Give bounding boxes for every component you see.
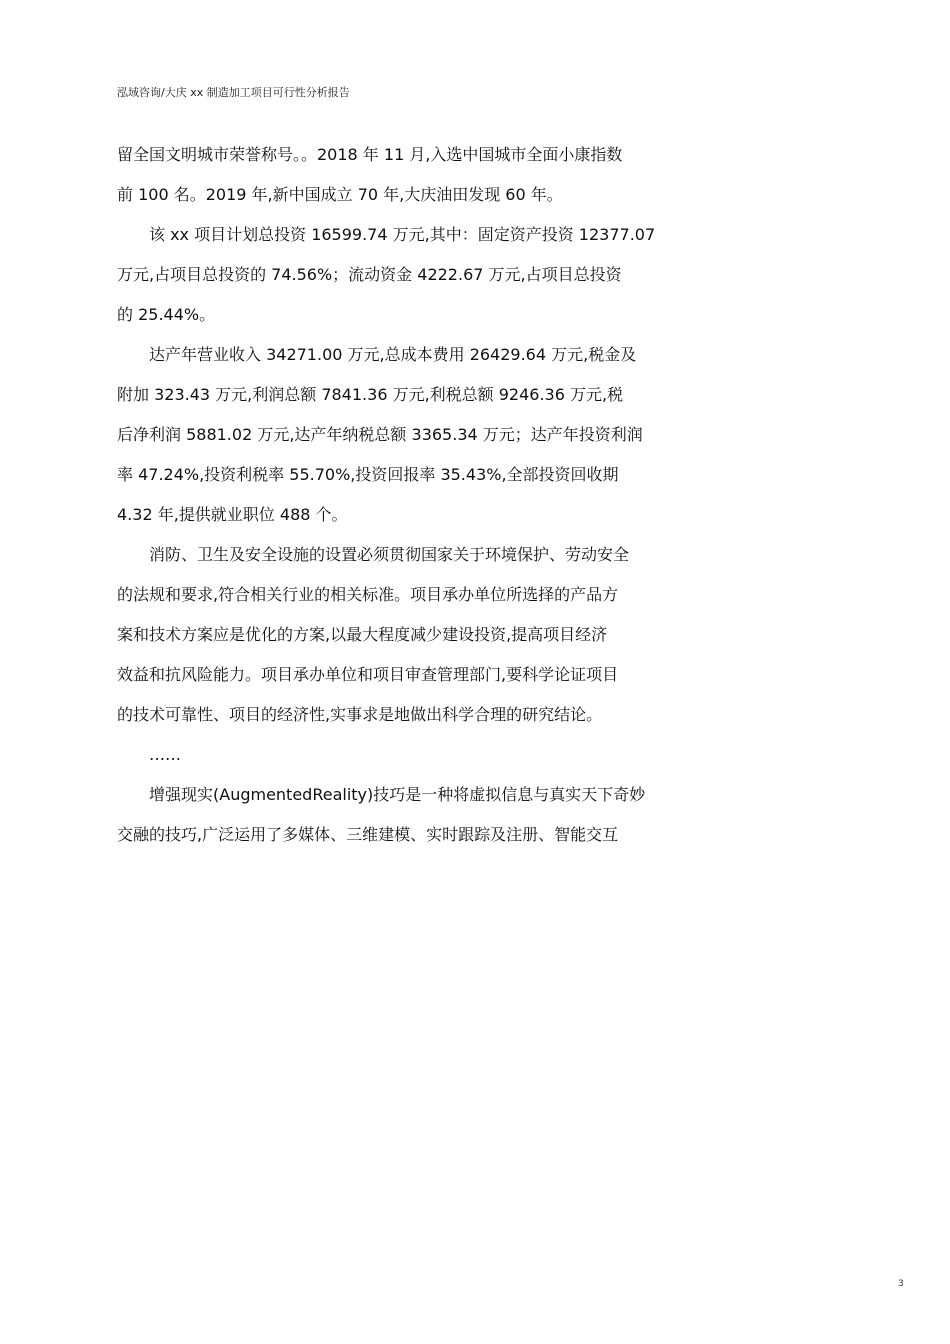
text-line: 4.32 年,提供就业职位 488 个。 <box>117 505 348 524</box>
text-line: 达产年营业收入 34271.00 万元,总成本费用 26429.64 万元,税金及 <box>149 345 637 364</box>
text-line: 的技术可靠性、项目的经济性,实事求是地做出科学合理的研究结论。 <box>117 705 603 724</box>
text-line: 留全国文明城市荣誉称号。。2018 年 11 月,入选中国城市全面小康指数 <box>117 145 623 164</box>
text-line: 交融的技巧,广泛运用了多媒体、三维建模、实时跟踪及注册、智能交互 <box>117 825 619 844</box>
ellipsis-line: …… <box>149 745 181 764</box>
text-line: 消防、卫生及安全设施的设置必须贯彻国家关于环境保护、劳动安全 <box>149 545 630 564</box>
running-header: 泓域咨询/大庆 xx 制造加工项目可行性分析报告 <box>117 86 350 99</box>
text-line: 案和技术方案应是优化的方案,以最大程度减少建设投资,提高项目经济 <box>117 625 608 644</box>
text-line: 附加 323.43 万元,利润总额 7841.36 万元,利税总额 9246.36 万元,税 <box>117 385 624 404</box>
text-line: 效益和抗风险能力。项目承办单位和项目审查管理部门,要科学论证项目 <box>117 665 619 684</box>
text-line: 万元,占项目总投资的 74.56%；流动资金 4222.67 万元,占项目总投资 <box>117 265 622 284</box>
text-line: 率 47.24%,投资利税率 55.70%,投资回报率 35.43%,全部投资回收期 <box>117 465 619 484</box>
page-number: 3 <box>898 1279 904 1289</box>
text-line: 的法规和要求,符合相关行业的相关标准。项目承办单位所选择的产品方 <box>117 585 619 604</box>
text-line: 后净利润 5881.02 万元,达产年纳税总额 3365.34 万元；达产年投资利润 <box>117 425 643 444</box>
text-line: 的 25.44%。 <box>117 305 216 324</box>
text-line: 该 xx 项目计划总投资 16599.74 万元,其中：固定资产投资 12377.07 <box>149 225 656 244</box>
text-line: 前 100 名。2019 年,新中国成立 70 年,大庆油田发现 60 年。 <box>117 185 563 204</box>
document-body <box>117 145 817 865</box>
text-line: 增强现实(AugmentedReality)技巧是一种将虚拟信息与真实天下奇妙 <box>149 785 646 804</box>
